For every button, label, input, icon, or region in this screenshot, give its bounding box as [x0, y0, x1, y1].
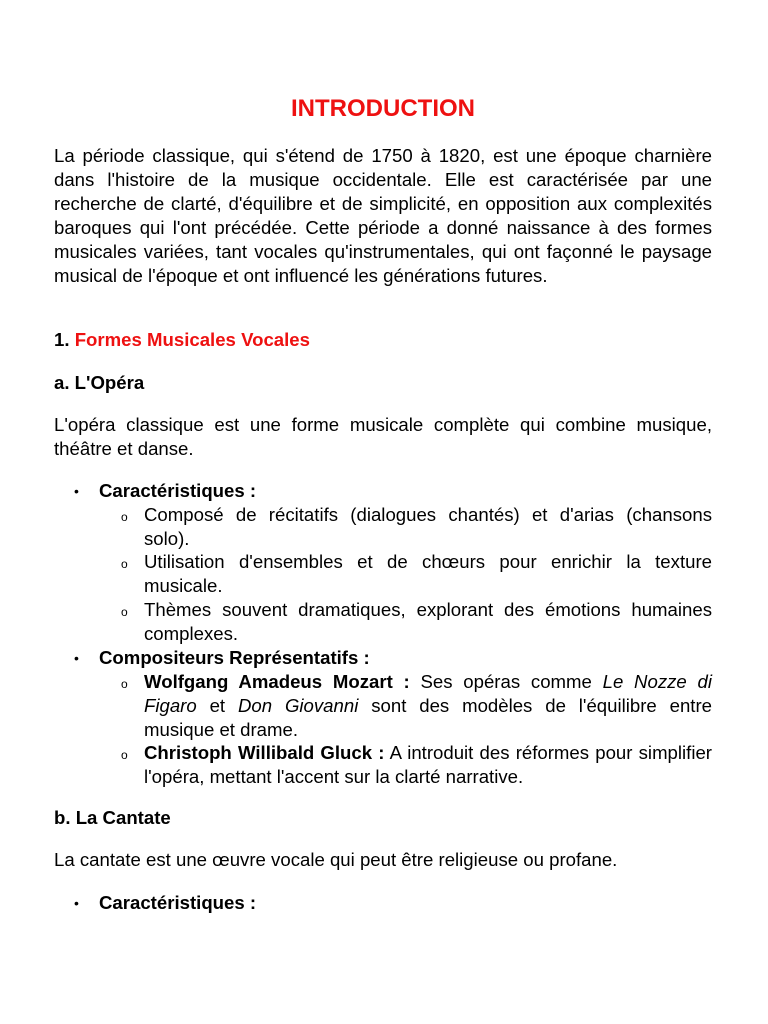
sub-bullet-text: Thèmes souvent dramatiques, explorant des émotions humaines complexes.: [144, 599, 712, 644]
work-title: Don Giovanni: [237, 695, 359, 716]
intro-paragraph: La période classique, qui s'étend de 1750 à 1820, est une époque charnière dans l'histoire de la musique occidentale. Elle est caractérisée par une recherche de clarté, d'équilibre et de simplicité, en opposition aux complexités baroques qui l'ont précédée. Cette période a donné naissance à des formes musicales variées, tant vocales qu'instrumentales, qui ont façonné le paysage musical de l'époque et ont influencé les générations futures.: [54, 145, 712, 286]
composer-name: Wolfgang Amadeus Mozart :: [144, 671, 410, 692]
bullet-dot: •: [74, 483, 79, 499]
composer-text: A introduit des réformes pour simplifier l'opéra, mettant l'accent sur la clarté narrative.: [144, 742, 712, 787]
work-title: Le Nozze di Figaro: [144, 671, 712, 716]
composer-name: Christoph Willibald Gluck :: [144, 742, 385, 763]
sub-bullet-marker: o: [121, 748, 128, 762]
composer-text: sont des modèles de l'équilibre entre musique et drame.: [144, 695, 712, 740]
cantate-heading: b. La Cantate: [54, 807, 171, 828]
cantate-paragraph: La cantate est une œuvre vocale qui peut être religieuse ou profane.: [54, 849, 618, 870]
bullet-label: Caractéristiques :: [99, 480, 257, 501]
sub-bullet-text: [144, 741, 712, 789]
bullet-label: Compositeurs Représentatifs :: [99, 647, 370, 668]
sub-bullet-marker: o: [121, 677, 128, 691]
opera-heading: a. L'Opéra: [54, 372, 145, 393]
bullet-dot: •: [74, 650, 79, 666]
sub-bullet-text: Utilisation d'ensembles et de chœurs pour enrichir la texture musicale.: [144, 551, 712, 596]
sub-bullet-marker: o: [121, 605, 128, 619]
sub-bullet-text: [144, 670, 712, 742]
bullet-label: Caractéristiques :: [99, 892, 257, 913]
section-number: 1.: [54, 329, 70, 350]
composer-text: Ses opéras comme: [409, 671, 603, 692]
opera-paragraph: L'opéra classique est une forme musicale complète qui combine musique, théâtre et danse.: [54, 414, 712, 459]
sub-bullet-marker: o: [121, 557, 128, 571]
composer-text: et: [196, 695, 238, 716]
sub-bullet-marker: o: [121, 510, 128, 524]
section-title: Formes Musicales Vocales: [74, 329, 310, 350]
bullet-dot: •: [74, 895, 79, 911]
document-title: INTRODUCTION: [291, 95, 475, 122]
section-heading-vocal-forms: [54, 328, 310, 352]
sub-bullet-text: Composé de récitatifs (dialogues chantés) et d'arias (chansons solo).: [144, 504, 712, 549]
